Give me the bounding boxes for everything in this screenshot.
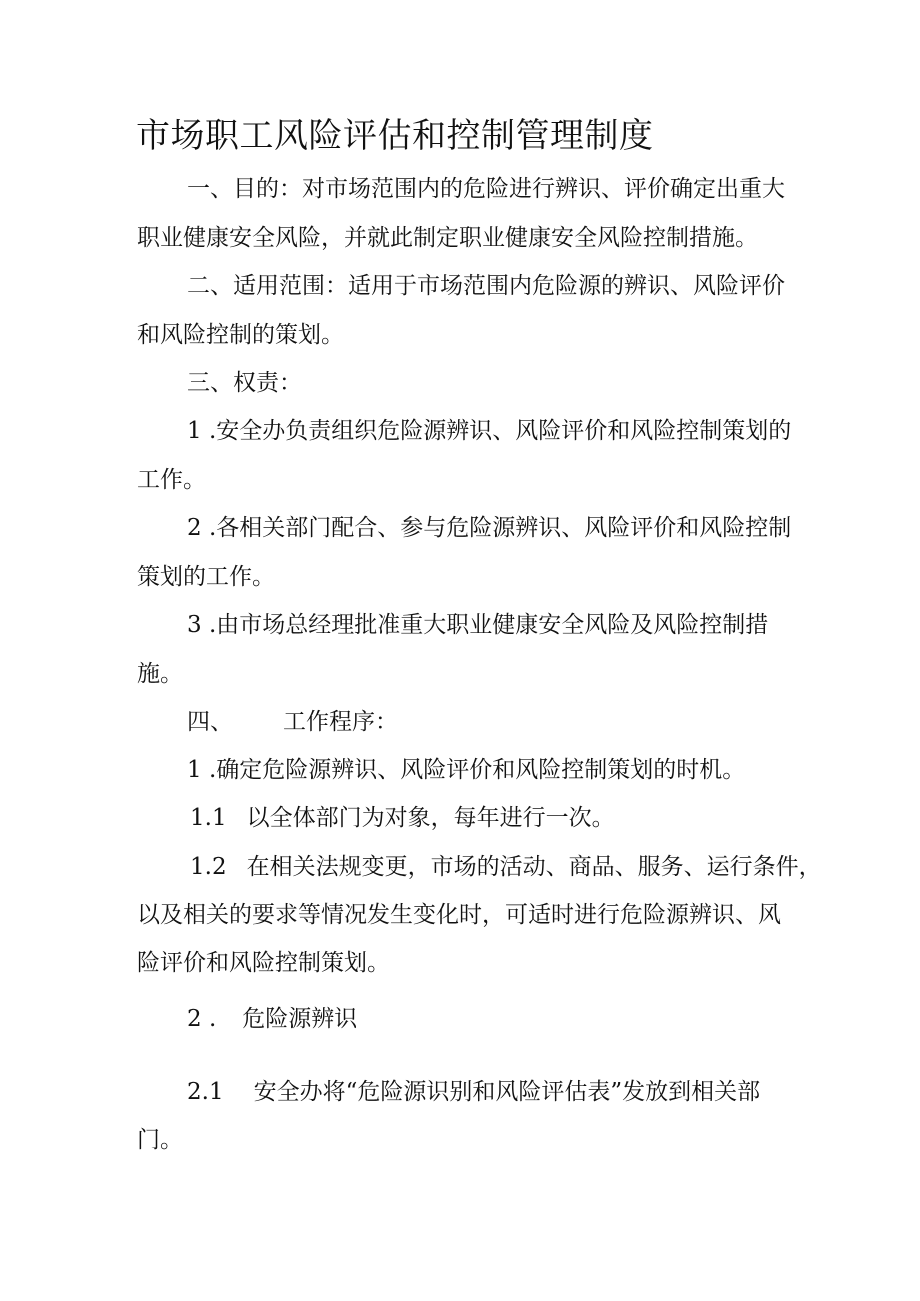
clause-1-2-line-3: 险评价和风险控制策划。	[137, 950, 390, 976]
identification-number: 2 .	[187, 1006, 217, 1032]
responsibility-1-line-1: 1 .安全办负责组织危险源辨识、风险评价和风险控制策划的	[187, 418, 792, 444]
clause-1-2-number: 1.2	[190, 854, 227, 880]
responsibility-2-line-2: 策划的工作。	[137, 564, 275, 590]
responsibility-2-line-1: 2 .各相关部门配合、参与危险源辨识、风险评价和风险控制	[187, 515, 792, 541]
clause-1-2-text: 在相关法规变更，市场的活动、商品、服务、运行条件，	[246, 854, 822, 880]
identification-text: 危险源辨识	[242, 1006, 358, 1032]
clause-1-1	[190, 801, 615, 835]
responsibility-1-line-2: 工作。	[137, 467, 206, 493]
responsibility-3-line-2: 施。	[137, 661, 183, 687]
timing-heading: 1 .确定危险源辨识、风险评价和风险控制策划的时机。	[187, 757, 746, 783]
clause-2-1-number: 2.1	[187, 1079, 224, 1105]
clause-2-1-line-2: 门。	[137, 1127, 183, 1153]
purpose-line-1: 一、目的：对市场范围内的危险进行辨识、评价确定出重大	[187, 176, 785, 202]
procedure-heading	[187, 705, 398, 739]
scope-line-1: 二、适用范围：适用于市场范围内危险源的辨识、风险评价	[187, 273, 785, 299]
procedure-heading-number: 四、	[187, 709, 233, 735]
clause-1-2-line-2: 以及相关的要求等情况发生变化时，可适时进行危险源辨识、风	[137, 902, 781, 928]
clause-1-1-number: 1.1	[190, 805, 227, 831]
clause-2-1-text: 安全办将“危险源识别和风险评估表”发放到相关部	[253, 1079, 761, 1105]
clause-1-1-text: 以全体部门为对象，每年进行一次。	[246, 805, 615, 831]
procedure-heading-text: 工作程序：	[283, 709, 398, 735]
purpose-line-2: 职业健康安全风险，并就此制定职业健康安全风险控制措施。	[137, 225, 758, 251]
responsibility-3-line-1: 3 .由市场总经理批准重大职业健康安全风险及风险控制措	[187, 612, 769, 638]
document-title: 市场职工风险评估和控制管理制度	[136, 116, 654, 156]
responsibility-heading: 三、权责：	[187, 370, 302, 396]
scope-line-2: 和风险控制的策划。	[137, 322, 344, 348]
identification-heading	[187, 1002, 357, 1036]
clause-2-1-line-1	[187, 1075, 760, 1109]
clause-1-2-line-1	[190, 850, 822, 884]
